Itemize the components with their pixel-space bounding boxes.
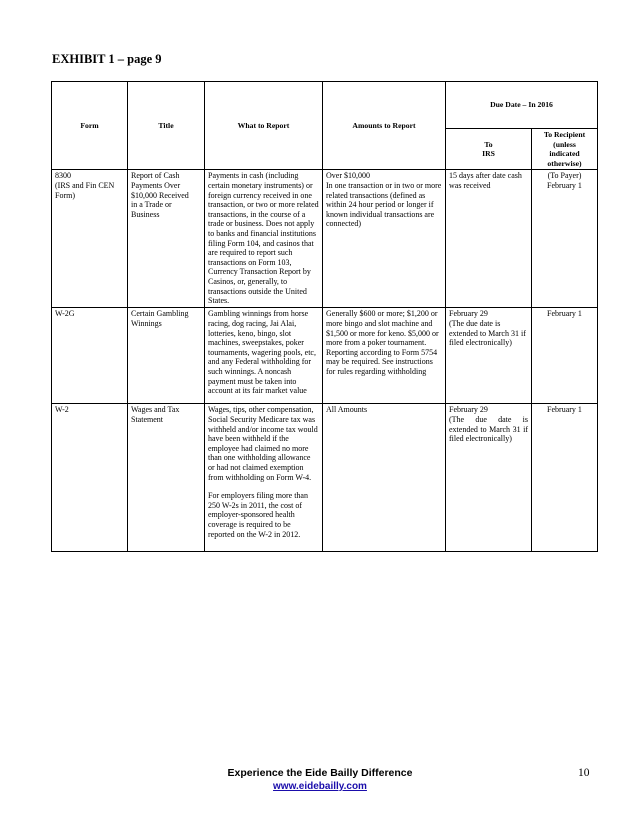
- footer-url-link[interactable]: www.eidebailly.com: [273, 781, 367, 792]
- header-title: Title: [128, 82, 205, 170]
- cell-to-irs: February 29 (The due date is extended to March 31 if filed electronically): [446, 308, 532, 404]
- header-to-recipient: To Recipient (unless indicated otherwise): [532, 129, 598, 170]
- cell-form: W-2G: [52, 308, 128, 404]
- cell-form: W-2: [52, 404, 128, 552]
- information-returns-table: [51, 81, 598, 552]
- header-what-to-report: What to Report: [205, 82, 323, 170]
- header-to-irs: To IRS: [446, 129, 532, 170]
- what-paragraph: Gambling winnings from horse racing, dog racing, Jai Alai, lotteries, keno, bingo, slot machines, sweepstakes, poker tournaments, wagering pools, etc, and any Federal withholding for such winnings. A noncash payment must be taken into account at its fair market value: [208, 309, 316, 396]
- header-amounts-to-report: Amounts to Report: [323, 82, 446, 170]
- table-row: [52, 308, 598, 404]
- footer-tagline: Experience the Eide Bailly Difference: [227, 767, 413, 779]
- cell-form: 8300 (IRS and Fin CEN Form): [52, 170, 128, 308]
- cell-to-recipient: (To Payer) February 1: [532, 170, 598, 308]
- cell-title: Report of Cash Payments Over $10,000 Received in a Trade or Business: [128, 170, 205, 308]
- what-paragraph: Payments in cash (including certain monetary instruments) or foreign currency received in one transaction, or two or more related transactions, in the course of a trade or business. Does not apply to banks and financial institutions filing Form 104, and casinos that are required to report such transactions on Form 103, Currency Transaction Report by Casinos, or, generally, to transactions outside the United States.: [208, 171, 319, 306]
- what-paragraph: For employers filing more than 250 W-2s in 2011, the cost of employer-sponsored health coverage is required to be reported on the W-2 in 2012.: [208, 491, 308, 539]
- cell-amounts: Over $10,000 In one transaction or in two or more related transactions (defined as within 24 hour period or longer if known individual transactions are connected): [323, 170, 446, 308]
- cell-what-to-report: [205, 404, 323, 552]
- cell-title: Certain Gambling Winnings: [128, 308, 205, 404]
- cell-to-recipient: February 1: [532, 404, 598, 552]
- cell-to-irs: 15 days after date cash was received: [446, 170, 532, 308]
- table-row: [52, 404, 598, 552]
- cell-to-irs: February 29 (The due date is extended to March 31 if filed electronically): [446, 404, 532, 552]
- cell-to-recipient: February 1: [532, 308, 598, 404]
- page-number: 10: [578, 767, 590, 779]
- header-due-date: Due Date – In 2016: [446, 82, 598, 129]
- cell-title: Wages and Tax Statement: [128, 404, 205, 552]
- cell-amounts: Generally $600 or more; $1,200 or more bingo and slot machine and $1,500 or more for keno. $5,000 or more from a poker tournament. Reporting according to Form 5754 may be required. See instructions for rules regarding withholding: [323, 308, 446, 404]
- cell-what-to-report: [205, 308, 323, 404]
- what-paragraph: Wages, tips, other compensation, Social Security Medicare tax was withheld and/or income tax would have been withheld if the employee had claimed no more than one withholding allowance or had not claimed exemption from withholding on Form W-4.: [208, 405, 318, 482]
- cell-amounts: All Amounts: [323, 404, 446, 552]
- cell-what-to-report: [205, 170, 323, 308]
- header-form: Form: [52, 82, 128, 170]
- page-title: EXHIBIT 1 – page 9: [52, 52, 162, 66]
- table-row: [52, 170, 598, 308]
